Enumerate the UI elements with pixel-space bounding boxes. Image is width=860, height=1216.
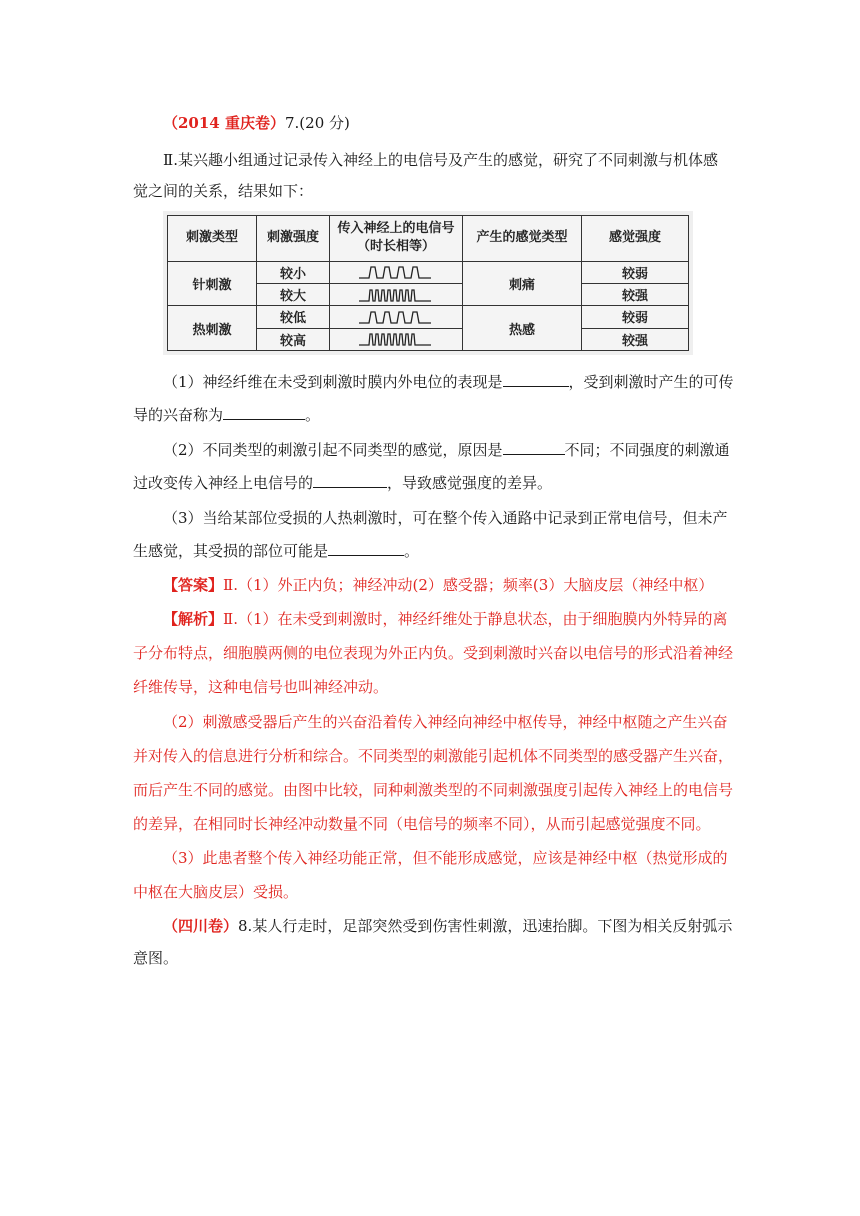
cell-intensity: 较低 — [257, 306, 330, 328]
high-frequency-signal-icon — [359, 331, 433, 347]
answer-line — [163, 575, 713, 595]
question-1-text-d: 。 — [305, 406, 321, 424]
header-signal — [330, 216, 463, 262]
analysis-p2-line2: 并对传入的信息进行分析和综合。不同类型的刺激能引起机体不同类型的感受器产生兴奋， — [133, 747, 734, 765]
table-row — [168, 261, 689, 283]
cell-sensation-sting: 刺痛 — [463, 261, 582, 306]
stimulus-table — [167, 215, 689, 351]
header-sensation-strength: 感觉强度 — [582, 216, 689, 262]
q7-heading — [163, 113, 350, 133]
high-frequency-signal-icon — [359, 287, 433, 303]
question-3-line2 — [133, 541, 419, 561]
analysis-p2-line3: 而后产生不同的感觉。由图中比较，同种刺激类型的不同刺激强度引起传入神经上的电信号 — [133, 781, 734, 799]
header-stimulus-type: 刺激类型 — [168, 216, 257, 262]
analysis-label: 【解析】 — [163, 610, 224, 628]
cell-strength: 较弱 — [582, 261, 689, 283]
cell-strength: 较强 — [582, 328, 689, 350]
question-1-line1 — [163, 372, 734, 392]
low-frequency-signal-icon — [359, 309, 433, 325]
cell-signal-high-frequency — [330, 284, 463, 306]
header-signal-line2: （时长相等） — [356, 239, 435, 255]
analysis-p2-line1: （2）刺激感受器后产生的兴奋沿着传入神经向神经中枢传导，神经中枢随之产生兴奋 — [163, 713, 728, 731]
question-2-text-a: （2）不同类型的刺激引起不同类型的感觉，原因是 — [163, 441, 503, 459]
q8-line1 — [163, 916, 732, 936]
analysis-p1-line3: 纤维传导，这种电信号也叫神经冲动。 — [133, 678, 389, 696]
analysis-p3-line2: 中枢在大脑皮层）受损。 — [133, 883, 299, 901]
question-3-text-c: 。 — [404, 542, 420, 560]
question-2-text-d: ，导致感觉强度的差异。 — [387, 474, 553, 492]
question-2-text-b: 不同；不同强度的刺激通 — [564, 441, 730, 459]
low-frequency-signal-icon — [359, 264, 433, 280]
header-signal-line1: 传入神经上的电信号 — [337, 221, 455, 237]
table-row — [168, 306, 689, 328]
question-2-line2 — [133, 473, 552, 493]
cell-type-heat: 热刺激 — [168, 306, 257, 351]
analysis-p2-line4: 的差异，在相同时长神经冲动数量不同（电信号的频率不同），从而引起感觉强度不同。 — [133, 815, 711, 833]
cell-strength: 较强 — [582, 284, 689, 306]
question-2-text-c: 过改变传入神经上电信号的 — [133, 474, 314, 492]
answer-blank — [503, 372, 569, 387]
answer-blank — [313, 473, 387, 488]
table-header-row — [168, 216, 689, 262]
stimulus-table-figure — [163, 211, 693, 355]
header-sensation-type: 产生的感觉类型 — [463, 216, 582, 262]
analysis-p3-line1: （3）此患者整个传入神经功能正常，但不能形成感觉，应该是神经中枢（热觉形成的 — [163, 849, 728, 867]
cell-strength: 较弱 — [582, 306, 689, 328]
cell-signal-high-frequency — [330, 328, 463, 350]
answer-blank — [223, 405, 305, 420]
q7-number-score: 7.(20 分) — [284, 114, 350, 132]
q7-source: （2014 重庆卷） — [163, 114, 285, 132]
cell-sensation-heat: 热感 — [463, 306, 582, 351]
question-1-text-c: 导的兴奋称为 — [133, 406, 224, 424]
analysis-p1-line2: 子分布特点，细胞膜两侧的电位表现为外正内负。受到刺激时兴奋以电信号的形式沿着神经 — [133, 644, 734, 662]
question-3-text-b: 生感觉，其受损的部位可能是 — [133, 542, 329, 560]
question-2-line1 — [163, 440, 730, 460]
q8-text: 8.某人行走时，足部突然受到伤害性刺激，迅速抬脚。下图为相关反射弧示 — [238, 917, 733, 935]
analysis-p1-text: Ⅱ.（1）在未受到刺激时，神经纤维处于静息状态，由于细胞膜内外特异的离 — [223, 610, 728, 628]
cell-type-needle: 针刺激 — [168, 261, 257, 306]
q7-intro-line1: Ⅱ.某兴趣小组通过记录传入神经上的电信号及产生的感觉，研究了不同刺激与机体感 — [163, 151, 718, 169]
cell-intensity: 较高 — [257, 328, 330, 350]
cell-intensity: 较小 — [257, 261, 330, 283]
answer-label: 【答案】 — [163, 576, 224, 594]
cell-signal-low-frequency — [330, 306, 463, 328]
analysis-p1-line1 — [163, 609, 728, 629]
q7-intro-line2: 觉之间的关系，结果如下： — [133, 182, 314, 200]
q8-source: （四川卷） — [163, 917, 239, 935]
question-1-text-b: ，受到刺激时产生的可传 — [568, 373, 734, 391]
cell-signal-low-frequency — [330, 261, 463, 283]
question-1-line2 — [133, 405, 320, 425]
question-1-text-a: （1）神经纤维在未受到刺激时膜内外电位的表现是 — [163, 373, 503, 391]
q8-line2: 意图。 — [133, 949, 179, 967]
answer-blank — [328, 541, 404, 556]
answer-text: Ⅱ.（1）外正内负；神经冲动(2）感受器；频率(3）大脑皮层（神经中枢） — [223, 576, 714, 594]
question-3-line1: （3）当给某部位受损的人热刺激时，可在整个传入通路中记录到正常电信号，但未产 — [163, 509, 728, 527]
header-stimulus-intensity: 刺激强度 — [257, 216, 330, 262]
cell-intensity: 较大 — [257, 284, 330, 306]
answer-blank — [503, 440, 565, 455]
